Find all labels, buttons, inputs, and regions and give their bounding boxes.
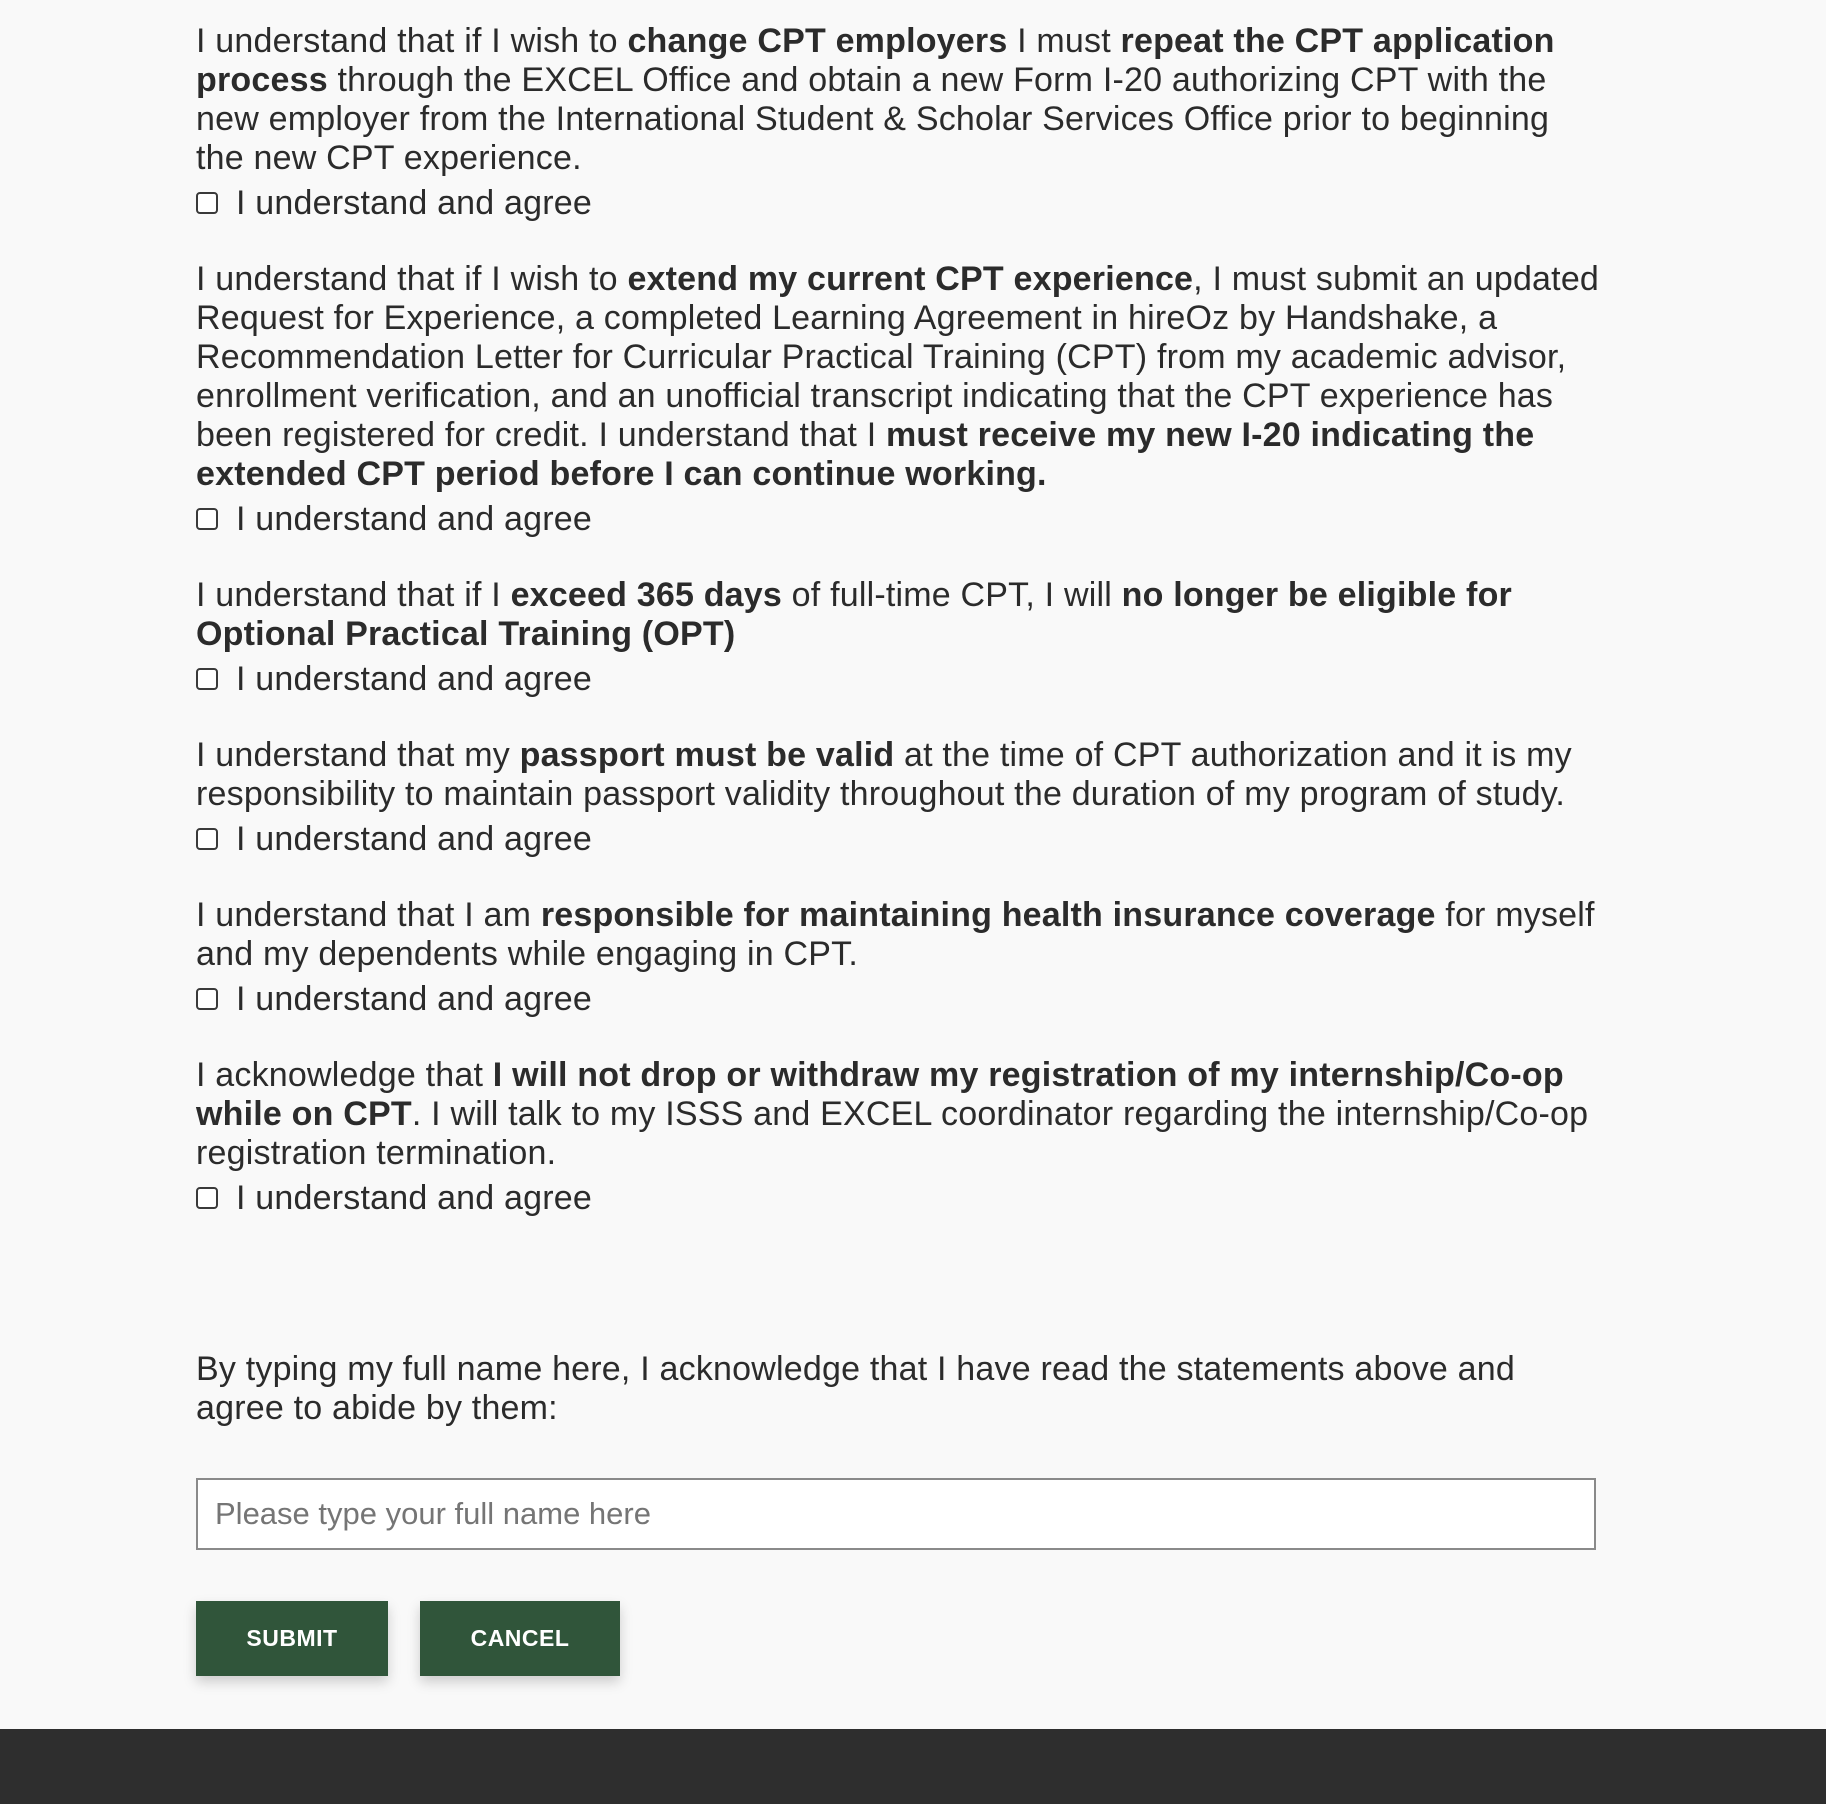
agree-checkbox-row[interactable] bbox=[196, 978, 1600, 1020]
statement-emphasis: I will not drop or withdraw my registration of my internship/Co-op while on CPT bbox=[196, 1056, 1564, 1133]
agree-checkbox[interactable] bbox=[196, 508, 218, 530]
statement-text bbox=[196, 1056, 1600, 1173]
statement-segment: I acknowledge that bbox=[196, 1056, 493, 1094]
statement-segment: , I must submit an updated Request for Experience, a completed Learning Agreement in hireOz by Handshake, a Recommendation Letter for Curricular Practical Training (CPT) from my academic advisor, enrollment verification, and an unofficial transcript indicating that the CPT experience has been registered for credit. I understand that I bbox=[196, 260, 1600, 454]
agree-checkbox-row[interactable] bbox=[196, 498, 1600, 540]
agree-checkbox[interactable] bbox=[196, 988, 218, 1010]
agree-checkbox[interactable] bbox=[196, 192, 218, 214]
agreement-statement bbox=[196, 260, 1600, 540]
statement-segment: through the EXCEL Office and obtain a new Form I-20 authorizing CPT with the new employer from the International Student & Scholar Services Office prior to beginning the new CPT experience. bbox=[196, 61, 1550, 177]
statement-text bbox=[196, 896, 1600, 974]
statement-segment: I understand that if I wish to bbox=[196, 260, 628, 298]
statement-segment: I must bbox=[1007, 22, 1121, 60]
statement-emphasis: change CPT employers bbox=[627, 22, 1008, 60]
agree-checkbox-row[interactable] bbox=[196, 182, 1600, 224]
statement-segment: I understand that if I wish to bbox=[196, 22, 628, 60]
agree-checkbox-row[interactable] bbox=[196, 1177, 1600, 1219]
statement-segment: I understand that if I bbox=[196, 576, 511, 614]
agreement-statement bbox=[196, 22, 1600, 224]
full-name-input[interactable] bbox=[196, 1478, 1596, 1550]
agree-checkbox-label: I understand and agree bbox=[236, 819, 593, 858]
statement-segment: I understand that I am bbox=[196, 896, 541, 934]
agree-checkbox-label: I understand and agree bbox=[236, 979, 593, 1018]
statement-emphasis: extend my current CPT experience bbox=[627, 260, 1194, 298]
statement-text bbox=[196, 576, 1600, 654]
statement-emphasis: must receive my new I-20 indicating the extended CPT period before I can continue working. bbox=[196, 416, 1535, 493]
agreement-statement bbox=[196, 1056, 1600, 1219]
statement-emphasis: repeat the CPT application process bbox=[196, 22, 1555, 99]
agreement-statement bbox=[196, 896, 1600, 1020]
agree-checkbox-label: I understand and agree bbox=[236, 499, 593, 538]
statement-text bbox=[196, 260, 1600, 494]
page-footer bbox=[0, 1729, 1826, 1804]
agree-checkbox[interactable] bbox=[196, 828, 218, 850]
cancel-button[interactable]: CANCEL bbox=[420, 1601, 620, 1676]
statement-text bbox=[196, 22, 1600, 178]
statements-list bbox=[196, 22, 1600, 1255]
statement-segment: for myself and my dependents while engaging in CPT. bbox=[196, 896, 1595, 973]
statement-segment: . I will talk to my ISSS and EXCEL coordinator regarding the internship/Co-op registration termination. bbox=[196, 1095, 1589, 1172]
agreement-statement bbox=[196, 736, 1600, 860]
statement-segment: of full-time CPT, I will bbox=[782, 576, 1122, 614]
agree-checkbox-row[interactable] bbox=[196, 658, 1600, 700]
agree-checkbox-label: I understand and agree bbox=[236, 183, 593, 222]
statement-emphasis: passport must be valid bbox=[519, 736, 895, 774]
agree-checkbox[interactable] bbox=[196, 668, 218, 690]
agreement-statement bbox=[196, 576, 1600, 700]
statement-emphasis: exceed 365 days bbox=[510, 576, 783, 614]
submit-button[interactable]: SUBMIT bbox=[196, 1601, 388, 1676]
agree-checkbox[interactable] bbox=[196, 1187, 218, 1209]
acknowledgement-text: By typing my full name here, I acknowledge that I have read the statements above and agree to abide by them: bbox=[196, 1350, 1516, 1427]
statement-segment: at the time of CPT authorization and it is my responsibility to maintain passport validity throughout the duration of my program of study. bbox=[196, 736, 1572, 813]
statement-emphasis: responsible for maintaining health insurance coverage bbox=[540, 896, 1436, 934]
statement-segment: I understand that my bbox=[196, 736, 520, 774]
agree-checkbox-label: I understand and agree bbox=[236, 1178, 593, 1217]
agree-checkbox-row[interactable] bbox=[196, 818, 1600, 860]
statement-text bbox=[196, 736, 1600, 814]
statement-emphasis: no longer be eligible for Optional Practical Training (OPT) bbox=[196, 576, 1512, 653]
agree-checkbox-label: I understand and agree bbox=[236, 659, 593, 698]
